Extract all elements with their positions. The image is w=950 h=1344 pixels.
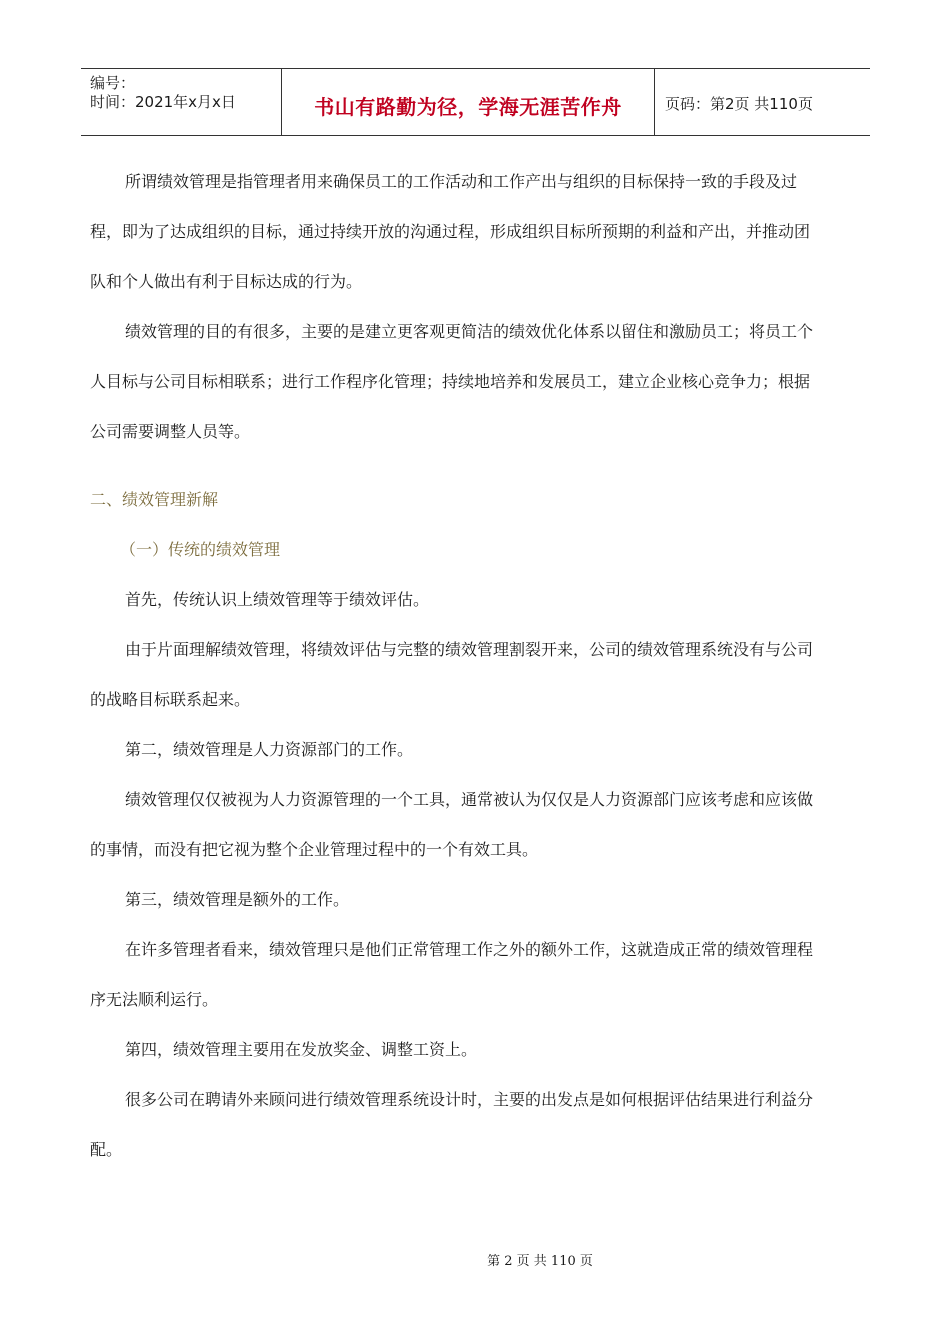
header-meta-cell: [81, 69, 282, 135]
subsection-heading: （一）传统的绩效管理: [120, 540, 281, 559]
paragraph-line: 很多公司在聘请外来顾问进行绩效管理系统设计时，主要的出发点是如何根据评估结果进行利益分: [125, 1090, 814, 1109]
paragraph-line: 由于片面理解绩效管理，将绩效评估与完整的绩效管理割裂开来，公司的绩效管理系统没有与公司: [125, 640, 814, 659]
paragraph-line: 第四，绩效管理主要用在发放奖金、调整工资上。: [125, 1040, 478, 1059]
header-page-cell: [655, 69, 870, 135]
paragraph-line: 公司需要调整人员等。: [90, 422, 251, 441]
paragraph-line: 在许多管理者看来，绩效管理只是他们正常管理工作之外的额外工作，这就造成正常的绩效管理程: [125, 940, 814, 959]
paragraph-line: 所谓绩效管理是指管理者用来确保员工的工作活动和工作产出与组织的目标保持一致的手段及过: [125, 172, 798, 191]
paragraph-line: 序无法顺利运行。: [90, 990, 219, 1009]
doc-number-label: 编号：: [90, 74, 136, 92]
doc-time-label: 时间：2021年x月x日: [90, 93, 236, 111]
paragraph-line: 的事情，而没有把它视为整个企业管理过程中的一个有效工具。: [90, 840, 539, 859]
paragraph-line: 程，即为了达成组织的目标，通过持续开放的沟通过程，形成组织目标所预期的利益和产出，并推动团: [90, 222, 811, 241]
page-footer: [0, 1250, 950, 1269]
paragraph-line: 绩效管理的目的有很多，主要的是建立更客观更简洁的绩效优化体系以留住和激励员工；将员工个: [125, 322, 814, 341]
paragraph-line: 队和个人做出有利于目标达成的行为。: [90, 272, 363, 291]
document-header: [81, 68, 870, 136]
footer-page-number: 第 2 页 共 110 页: [487, 1254, 593, 1269]
paragraph-line: 人目标与公司目标相联系；进行工作程序化管理；持续地培养和发展员工，建立企业核心竞争力；根据: [90, 372, 811, 391]
header-motto-cell: [282, 69, 655, 135]
paragraph-line: 绩效管理仅仅被视为人力资源管理的一个工具，通常被认为仅仅是人力资源部门应该考虑和应该做: [125, 790, 814, 809]
paragraph-line: 第三，绩效管理是额外的工作。: [125, 890, 350, 909]
paragraph-line: 第二，绩效管理是人力资源部门的工作。: [125, 740, 414, 759]
header-motto: 书山有路勤为径，学海无涯苦作舟: [314, 95, 622, 119]
section-heading: 二、绩效管理新解: [90, 490, 219, 509]
header-page-info: 页码：第2页 共110页: [665, 95, 813, 113]
paragraph-line: 配。: [90, 1140, 123, 1159]
paragraph-line: 首先，传统认识上绩效管理等于绩效评估。: [125, 590, 430, 609]
paragraph-line: 的战略目标联系起来。: [90, 690, 251, 709]
